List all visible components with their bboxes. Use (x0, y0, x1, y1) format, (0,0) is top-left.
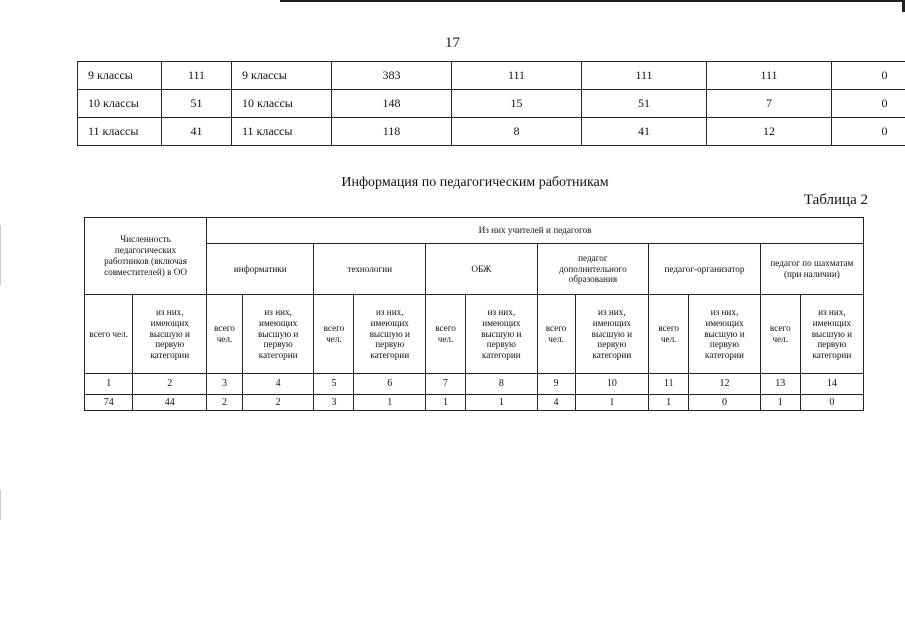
value-cell: 2 (242, 395, 314, 411)
column-number-row (85, 374, 864, 395)
page-number: 17 (445, 35, 460, 51)
total-header-cell (426, 295, 466, 374)
value-cell: 1 (575, 395, 649, 411)
table-cell: 0 (832, 62, 905, 90)
value-cell: 1 (354, 395, 426, 411)
value-cell: 74 (85, 395, 133, 411)
total-header-label: всего чел. (658, 323, 680, 344)
column-number-cell: 7 (426, 374, 466, 395)
table-cell: 51 (162, 90, 232, 118)
scan-margin-line (0, 490, 1, 520)
category-header-label: из них, имеющих высшую и первую категории (811, 306, 853, 361)
total-header-cell (207, 295, 243, 374)
column-number-cell: 14 (800, 374, 863, 395)
subject-header (649, 244, 761, 295)
value-cell: 1 (760, 395, 800, 411)
subject-label: ОБЖ (471, 263, 492, 274)
table-cell: 148 (332, 90, 452, 118)
category-header-label: из них, имеющих высшую и первую категории (369, 306, 410, 361)
subject-label: технологии (347, 263, 393, 274)
column-number-cell: 13 (760, 374, 800, 395)
table-cell: 41 (162, 118, 232, 146)
column-number-cell: 2 (133, 374, 207, 395)
subject-header (426, 244, 538, 295)
total-header-label: всего чел. (769, 323, 791, 344)
teachers-table (84, 217, 864, 411)
column-number-cell: 5 (314, 374, 354, 395)
group-header-cell (207, 218, 864, 244)
category-header-cell (800, 295, 863, 374)
value-cell: 44 (133, 395, 207, 411)
value-cell: 2 (207, 395, 243, 411)
subject-label: педагог по шахматам (при наличии) (770, 258, 854, 279)
category-header-cell (689, 295, 761, 374)
subject-header (207, 244, 314, 295)
value-cell: 1 (466, 395, 538, 411)
table-row (78, 62, 905, 90)
table-cell: 118 (332, 118, 452, 146)
table-cell: 383 (332, 62, 452, 90)
total-header-label: всего чел. (323, 323, 345, 344)
total-header-cell (537, 295, 575, 374)
subject-header (760, 244, 863, 295)
subject-header (314, 244, 426, 295)
group-header-text: Из них учителей и педагогов (478, 225, 592, 236)
total-header-label: всего чел. (89, 328, 128, 339)
category-header-cell (466, 295, 538, 374)
table-cell: 11 классы (78, 118, 162, 146)
value-cell: 0 (689, 395, 761, 411)
category-header-label: из них, имеющих высшую и первую категории (591, 306, 632, 361)
subject-label: педагог-организатор (664, 263, 745, 274)
table-cell: 10 классы (232, 90, 332, 118)
column-number-cell: 10 (575, 374, 649, 395)
subheader-row (85, 295, 864, 374)
left-header-cell (85, 218, 207, 295)
subject-label: педагог дополнительного образования (559, 252, 627, 285)
table-cell: 10 классы (78, 90, 162, 118)
category-header-cell (354, 295, 426, 374)
value-cell: 1 (649, 395, 689, 411)
category-header-label: из них, имеющих высшую и первую категории (149, 306, 190, 361)
total-header-label: всего чел. (545, 323, 567, 344)
category-header-label: из них, имеющих высшую и первую категории (257, 306, 299, 361)
category-header-label: из них, имеющих высшую и первую категории (481, 306, 522, 361)
category-header-cell (133, 295, 207, 374)
column-number-cell: 12 (689, 374, 761, 395)
column-number-cell: 3 (207, 374, 243, 395)
table-cell: 0 (832, 118, 905, 146)
table-cell: 11 классы (232, 118, 332, 146)
table-cell: 41 (582, 118, 707, 146)
table-cell: 8 (452, 118, 582, 146)
total-header-cell (85, 295, 133, 374)
value-cell: 0 (800, 395, 863, 411)
table-cell: 111 (707, 62, 832, 90)
column-number-cell: 6 (354, 374, 426, 395)
classes-table (77, 61, 905, 146)
category-header-cell (575, 295, 649, 374)
total-header-cell (760, 295, 800, 374)
table-label: Таблица 2 (803, 192, 868, 208)
category-header-label: из них, имеющих высшую и первую категории (704, 306, 745, 361)
table-cell: 7 (707, 90, 832, 118)
scan-margin-line (0, 225, 1, 285)
table-row (78, 90, 905, 118)
value-cell: 3 (314, 395, 354, 411)
page-edge-top (280, 0, 905, 2)
values-row (85, 395, 864, 411)
table-cell: 15 (452, 90, 582, 118)
value-cell: 1 (426, 395, 466, 411)
classes-table-body (78, 62, 905, 146)
table-cell: 0 (832, 90, 905, 118)
total-header-label: всего чел. (214, 323, 235, 344)
column-number-cell: 4 (242, 374, 314, 395)
table-cell: 9 классы (232, 62, 332, 90)
column-number-cell: 9 (537, 374, 575, 395)
table-cell: 12 (707, 118, 832, 146)
table-cell: 9 классы (78, 62, 162, 90)
table-cell: 51 (582, 90, 707, 118)
column-number-cell: 8 (466, 374, 538, 395)
section-title: Информация по педагогическим работникам (341, 175, 609, 190)
left-header-text: Численность педагогических работников (включая совместителей) в ОО (104, 234, 187, 277)
table-cell: 111 (582, 62, 707, 90)
category-header-cell (242, 295, 314, 374)
table-cell: 111 (162, 62, 232, 90)
column-number-cell: 1 (85, 374, 133, 395)
total-header-cell (314, 295, 354, 374)
table-row (78, 118, 905, 146)
subject-label: информатики (233, 263, 287, 274)
subject-header (537, 244, 649, 295)
total-header-label: всего чел. (435, 323, 456, 344)
column-number-cell: 11 (649, 374, 689, 395)
table-cell: 111 (452, 62, 582, 90)
value-cell: 4 (537, 395, 575, 411)
total-header-cell (649, 295, 689, 374)
